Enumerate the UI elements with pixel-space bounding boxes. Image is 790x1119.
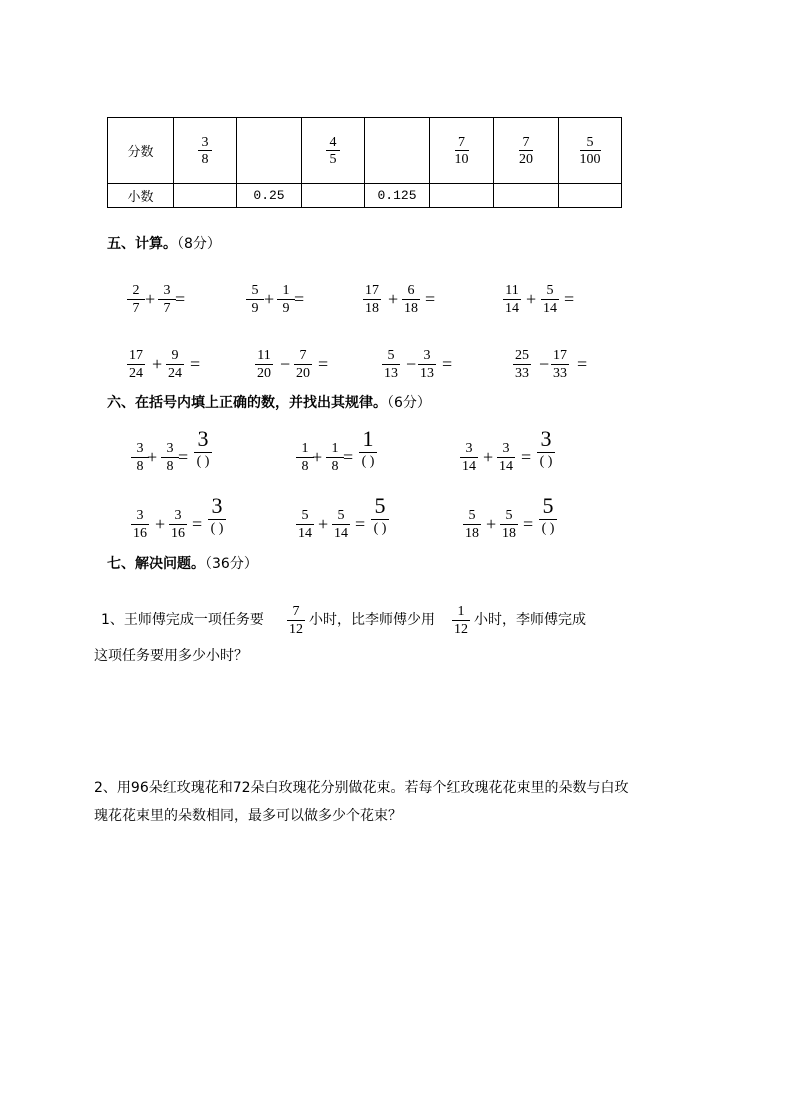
fraction: $\frac{5}{18}$: [502, 508, 516, 541]
operator: +: [145, 289, 156, 309]
fraction: $\frac{1}{9}$: [277, 283, 295, 316]
equals-sign: =: [175, 289, 186, 309]
fraction: $\frac{5}{9}$: [246, 283, 264, 316]
fraction: $\frac{2}{7}$: [127, 283, 145, 316]
fraction: $\frac{1}{8}$: [326, 441, 344, 474]
decimal-row: [108, 184, 622, 208]
operator: +: [155, 514, 166, 534]
operator: −: [280, 354, 291, 374]
row-label-decimal: 小数: [108, 184, 174, 208]
operator: +: [318, 514, 329, 534]
table-cell: [174, 184, 237, 208]
fraction: $\frac{11}{20}$: [257, 348, 271, 381]
equals-sign: =: [523, 514, 534, 534]
fraction: $\frac{17}{24}$: [129, 348, 143, 381]
fraction: $\frac{9}{24}$: [168, 348, 182, 381]
result-fraction: 5 ( ): [539, 494, 557, 536]
operator: +: [388, 289, 399, 309]
table-cell: $\frac{7}{10}$: [430, 118, 494, 184]
fraction: $\frac{5}{14}$: [298, 508, 312, 541]
equals-sign: =: [355, 514, 366, 534]
operator: +: [264, 289, 275, 309]
equals-sign: =: [442, 354, 453, 374]
result-fraction: 1 ( ): [359, 427, 377, 469]
table-cell: [494, 184, 559, 208]
operator: +: [312, 447, 323, 467]
q2-text-line2: 瑰花花束里的朵数相同，最多可以做多少个花束？: [94, 808, 402, 824]
fraction: $\frac{3}{7}$: [158, 283, 176, 316]
fraction: $\frac{3}{16}$: [171, 508, 185, 541]
fraction: $\frac{5}{13}$: [384, 348, 398, 381]
table-cell: [430, 184, 494, 208]
equals-sign: =: [343, 447, 354, 467]
fraction: $\frac{3}{13}$: [420, 348, 434, 381]
table-cell: $\frac{3}{8}$: [174, 118, 237, 184]
equals-sign: =: [294, 289, 305, 309]
operator: +: [486, 514, 497, 534]
table-cell: [365, 118, 430, 184]
q1-text-line2: 这项任务要用多少小时？: [94, 648, 248, 664]
section5-heading: 五、计算。（8分）: [107, 236, 221, 252]
fraction: $\frac{3}{14}$: [499, 441, 513, 474]
equals-sign: =: [577, 354, 588, 374]
operator: +: [483, 447, 494, 467]
fraction: $\frac{1}{12}$: [454, 604, 468, 637]
equals-sign: =: [178, 447, 189, 467]
fraction: $\frac{17}{18}$: [365, 283, 379, 316]
equals-sign: =: [192, 514, 203, 534]
table-cell: [237, 118, 302, 184]
row-label-fraction: 分数: [108, 118, 174, 184]
operator: +: [147, 447, 158, 467]
section6-heading: 六、在括号内填上正确的数，并找出其规律。（6分）: [107, 395, 431, 411]
fraction: $\frac{11}{14}$: [505, 283, 519, 316]
q2-text-line1: 2、用96朵红玫瑰花和72朵白玫瑰花分别做花束。若每个红玫瑰花花束里的朵数与白玫: [94, 780, 629, 796]
result-fraction: 3 ( ): [194, 427, 212, 469]
fraction: $\frac{7}{12}$: [289, 604, 303, 637]
fraction: $\frac{3}{16}$: [133, 508, 147, 541]
table-cell: [559, 184, 622, 208]
operator: +: [152, 354, 163, 374]
fraction: $\frac{5}{18}$: [465, 508, 479, 541]
table-cell: $\frac{5}{100}$: [559, 118, 622, 184]
fraction: $\frac{5}{14}$: [334, 508, 348, 541]
q1-text-part2: 小时，比李师傅少用: [309, 612, 435, 628]
fraction-row: [108, 118, 622, 184]
table-cell: 0.125: [365, 184, 430, 208]
fraction: $\frac{7}{20}$: [296, 348, 310, 381]
equals-sign: =: [190, 354, 201, 374]
fraction: $\frac{1}{8}$: [296, 441, 314, 474]
fraction: $\frac{17}{33}$: [553, 348, 567, 381]
equals-sign: =: [318, 354, 329, 374]
q1-text-part3: 小时，李师傅完成: [474, 612, 586, 628]
fraction: $\frac{3}{8}$: [161, 441, 179, 474]
section7-heading: 七、解决问题。（36分）: [107, 556, 258, 572]
operator: +: [526, 289, 537, 309]
equals-sign: =: [521, 447, 532, 467]
fraction: $\frac{6}{18}$: [404, 283, 418, 316]
table-cell: [302, 184, 365, 208]
result-fraction: 3 ( ): [537, 427, 555, 469]
table-cell: $\frac{7}{20}$: [494, 118, 559, 184]
fraction: $\frac{3}{8}$: [131, 441, 149, 474]
table-cell: $\frac{4}{5}$: [302, 118, 365, 184]
equals-sign: =: [425, 289, 436, 309]
result-fraction: 5 ( ): [371, 494, 389, 536]
result-fraction: 3 ( ): [208, 494, 226, 536]
equals-sign: =: [564, 289, 575, 309]
fraction: $\frac{25}{33}$: [515, 348, 529, 381]
fraction: $\frac{3}{14}$: [462, 441, 476, 474]
fraction-decimal-table: [107, 117, 622, 208]
operator: −: [406, 354, 417, 374]
operator: −: [539, 354, 550, 374]
table-cell: 0.25: [237, 184, 302, 208]
q1-text-part1: 1、王师傅完成一项任务要: [101, 612, 264, 628]
fraction: $\frac{5}{14}$: [543, 283, 557, 316]
